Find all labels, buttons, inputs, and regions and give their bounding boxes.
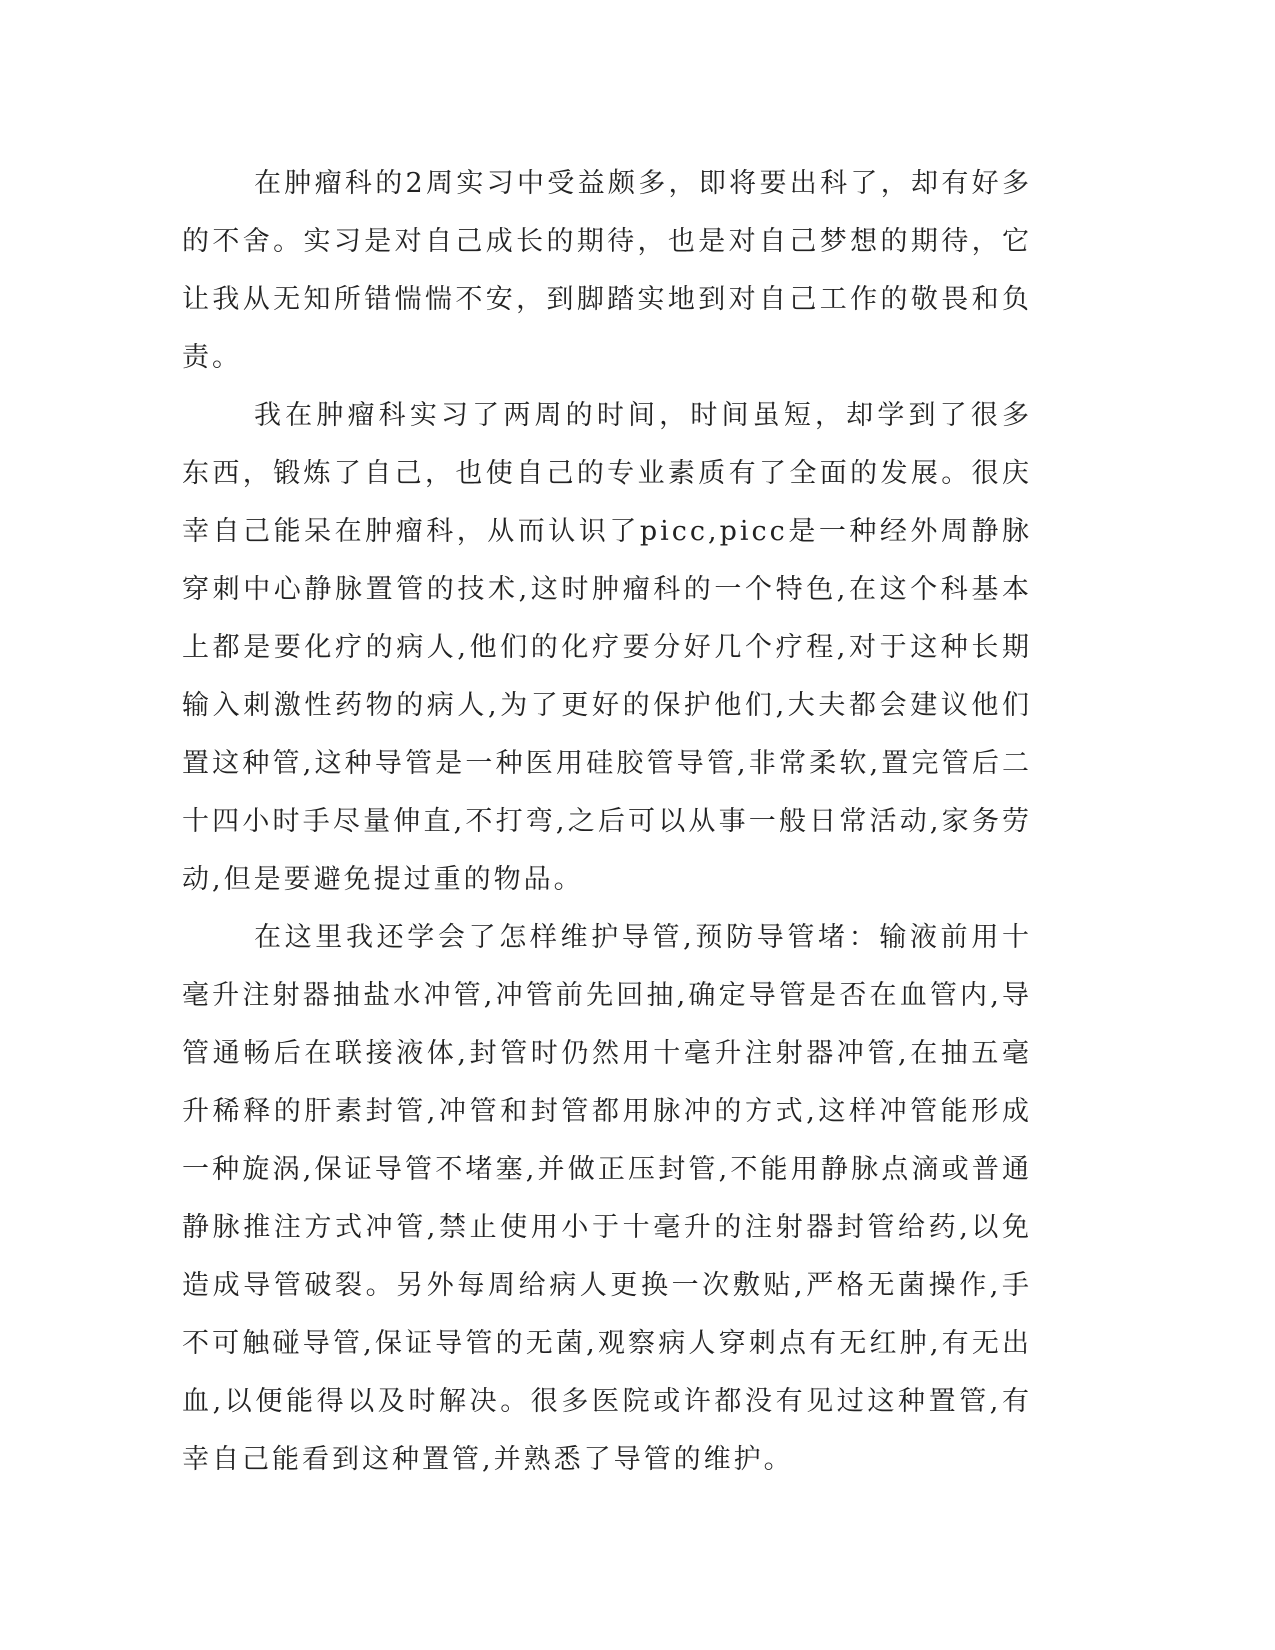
paragraph-2: 我在肿瘤科实习了两周的时间，时间虽短，却学到了很多东西，锻炼了自己，也使自己的专业素质有了全面的发展。很庆幸自己能呆在肿瘤科，从而认识了picc,picc是一种经外周静脉穿刺中心静脉置管的技术,这时肿瘤科的一个特色,在这个科基本上都是要化疗的病人,他们的化疗要分好几个疗程,对于这种长期输入刺激性药物的病人,为了更好的保护他们,大夫都会建议他们置这种管,这种导管是一种医用硅胶管导管,非常柔软,置完管后二十四小时手尽量伸直,不打弯,之后可以从事一般日常活动,家务劳动,但是要避免提过重的物品。 <box>182 400 1032 895</box>
document-body <box>182 155 1032 1489</box>
paragraph-3: 在这里我还学会了怎样维护导管,预防导管堵：输液前用十毫升注射器抽盐水冲管,冲管前先回抽,确定导管是否在血管内,导管通畅后在联接液体,封管时仍然用十毫升注射器冲管,在抽五毫升稀释的肝素封管,冲管和封管都用脉冲的方式,这样冲管能形成一种旋涡,保证导管不堵塞,并做正压封管,不能用静脉点滴或普通静脉推注方式冲管,禁止使用小于十毫升的注射器封管给药,以免造成导管破裂。另外每周给病人更换一次敷贴,严格无菌操作,手不可触碰导管,保证导管的无菌,观察病人穿刺点有无红肿,有无出血,以便能得以及时解决。很多医院或许都没有见过这种置管,有幸自己能看到这种置管,并熟悉了导管的维护。 <box>182 922 1032 1475</box>
paragraph-1: 在肿瘤科的2周实习中受益颇多，即将要出科了，却有好多的不舍。实习是对自己成长的期待，也是对自己梦想的期待，它让我从无知所错惴惴不安，到脚踏实地到对自己工作的敬畏和负责。 <box>182 168 1032 373</box>
